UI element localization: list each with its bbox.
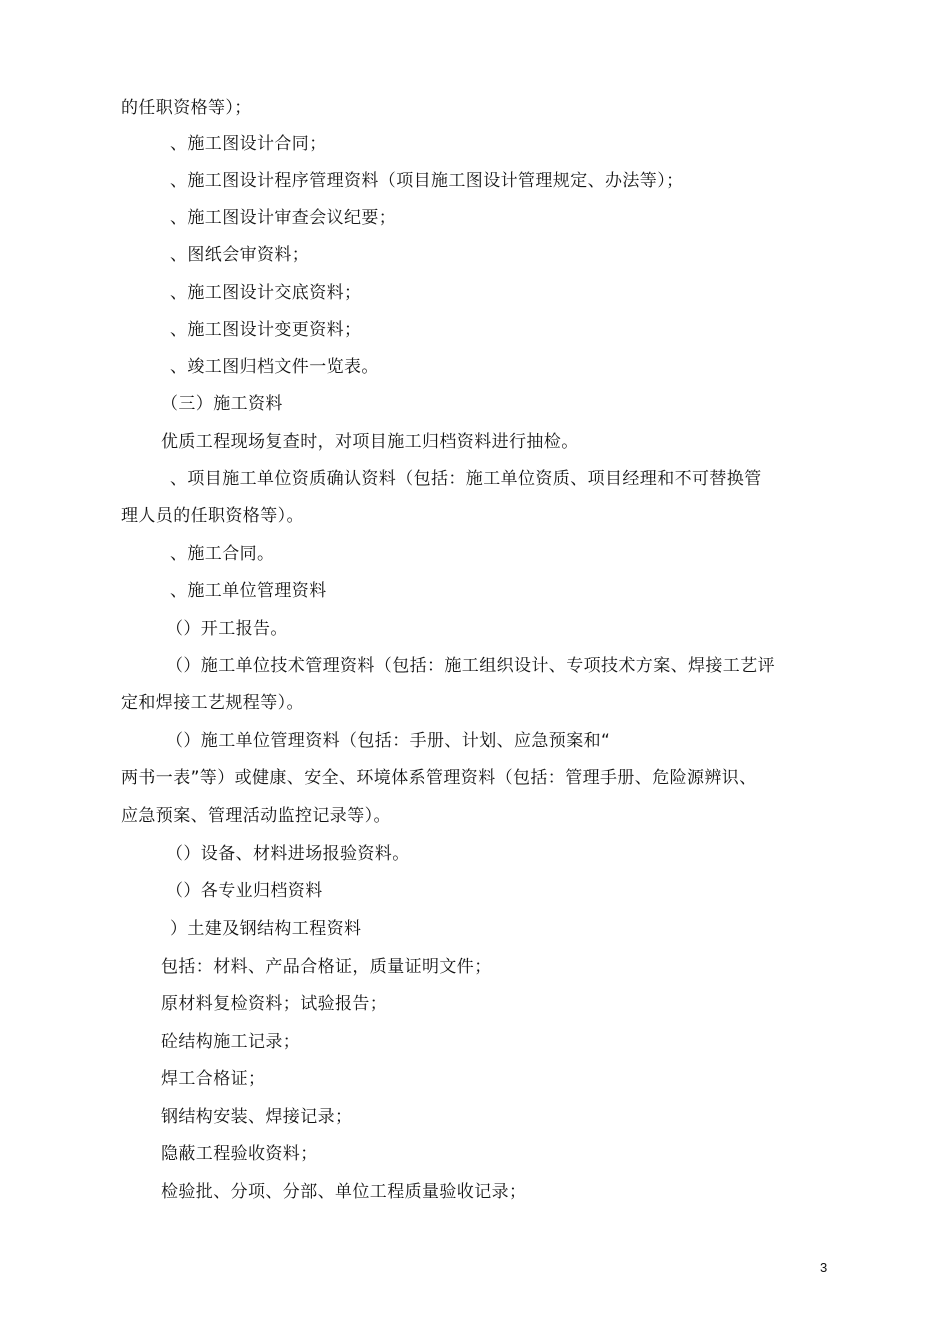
text-line: 砼结构施工记录； [161, 1032, 301, 1052]
text-line: ）土建及钢结构工程资料 [170, 919, 362, 939]
text-line: 、施工图设计审查会议纪要； [170, 208, 397, 228]
text-line: 检验批、分项、分部、单位工程质量验收记录； [161, 1182, 527, 1202]
text-line: （）开工报告。 [166, 619, 288, 639]
text-line: 、施工图设计变更资料； [170, 320, 362, 340]
section-heading: （三）施工资料 [161, 394, 283, 414]
text-line: （）施工单位技术管理资料（包括：施工组织设计、专项技术方案、焊接工艺评 [166, 656, 775, 676]
text-line: 优质工程现场复查时，对项目施工归档资料进行抽检。 [161, 432, 579, 452]
text-line: （）设备、材料进场报验资料。 [166, 844, 410, 864]
text-line: 、施工单位管理资料 [170, 581, 327, 601]
text-line: 、施工图设计交底资料； [170, 283, 362, 303]
text-line: 理人员的任职资格等）。 [121, 506, 304, 526]
text-line: （）各专业归档资料 [166, 881, 323, 901]
text-line: 隐蔽工程验收资料； [161, 1144, 318, 1164]
text-line: 应急预案、管理活动监控记录等）。 [121, 806, 391, 826]
text-line: 焊工合格证； [161, 1069, 266, 1089]
text-line: 原材料复检资料；试验报告； [161, 994, 388, 1014]
text-line: 、图纸会审资料； [170, 245, 310, 265]
text-line: 、施工图设计合同； [170, 134, 327, 154]
text-line: 、项目施工单位资质确认资料（包括：施工单位资质、项目经理和不可替换管 [170, 469, 762, 489]
text-line: 、竣工图归档文件一览表。 [170, 357, 379, 377]
page-number: 3 [820, 1260, 828, 1275]
text-line: 的任职资格等）； [121, 98, 252, 118]
text-line: 、施工合同。 [170, 544, 275, 564]
text-line: 包括：材料、产品合格证，质量证明文件； [161, 957, 492, 977]
text-line: 两书一表”等）或健康、安全、环境体系管理资料（包括：管理手册、危险源辨识、 [121, 768, 757, 788]
text-line: 、施工图设计程序管理资料（项目施工图设计管理规定、办法等）； [170, 171, 684, 191]
text-line: 钢结构安装、焊接记录； [161, 1107, 353, 1127]
text-line: （）施工单位管理资料（包括：手册、计划、应急预案和“ [166, 731, 611, 751]
text-line: 定和焊接工艺规程等）。 [121, 693, 304, 713]
